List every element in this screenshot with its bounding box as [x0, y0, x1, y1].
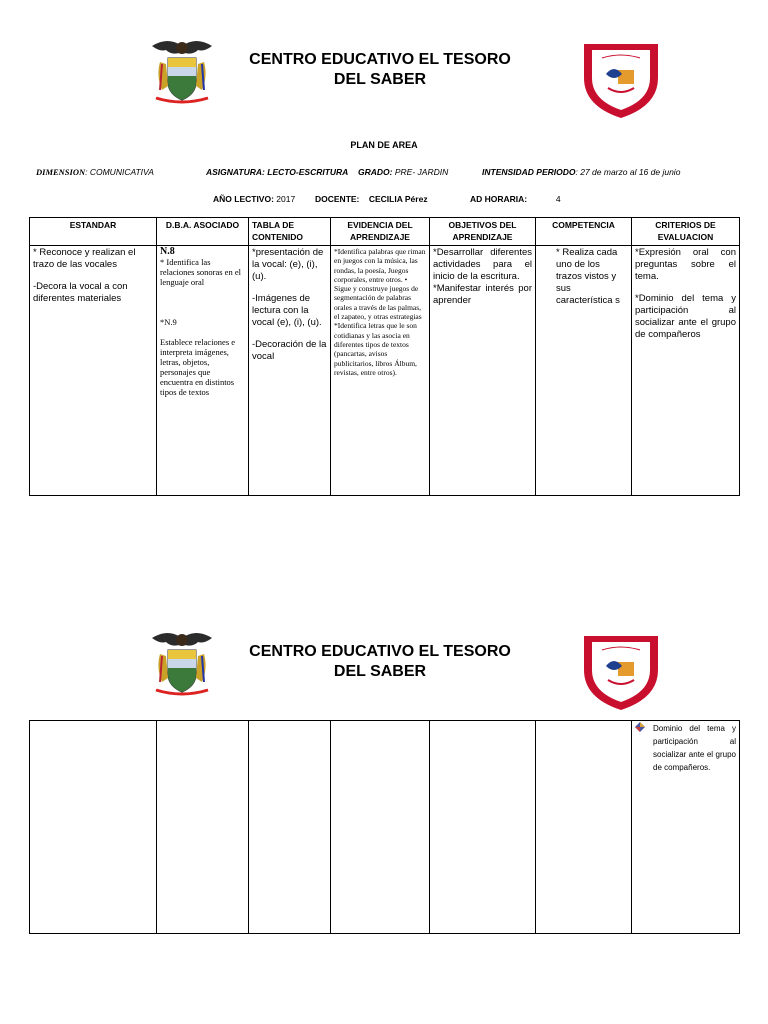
objetivo-item: *Desarrollar diferentes actividades para el inicio de la escritura.: [433, 247, 532, 282]
dba-n8: N.8: [160, 246, 175, 257]
empty-cell: [30, 721, 157, 934]
grado-value: PRE- JARDIN: [394, 167, 449, 177]
empty-cell: [430, 721, 536, 934]
dimension-label: DIMENSION: [36, 167, 86, 177]
dba-n8-text: * Identifica las relaciones sonoras en el lenguaje oral: [160, 257, 241, 287]
criterio-item: *Expresión oral con preguntas sobre el tema.: [635, 247, 736, 282]
anio-field: [213, 194, 295, 204]
dba-n9-text: Establece relaciones e interpreta imágenes, letras, objetos, personajes que encuentra en distintos tipos de textos: [160, 337, 236, 397]
school-name-title: [200, 642, 560, 682]
contenido-item: *presentación de la vocal: (e), (i), (u).: [252, 247, 324, 282]
asignatura-label: ASIGNATURA:: [206, 167, 265, 177]
anio-label: AÑO LECTIVO:: [213, 194, 274, 204]
area-plan-table: [29, 217, 740, 496]
header-competencia: COMPETENCIA: [536, 218, 632, 246]
docente-field: [315, 194, 428, 204]
diamond-bullet-icon: [635, 722, 653, 774]
header-evidencia: EVIDENCIA DEL APRENDIZAJE: [331, 218, 430, 246]
cell-criterio-continued: [632, 721, 740, 934]
objetivo-item: *Manifestar interés por aprender: [433, 283, 532, 306]
asignatura-value: LECTO-ESCRITURA: [267, 167, 349, 177]
dimension-value: : COMUNICATIVA: [85, 167, 154, 177]
header-criterios: CRITERIOS DE EVALUACION: [632, 218, 740, 246]
horaria-value: 4: [555, 194, 561, 204]
school-name-title: [200, 50, 560, 90]
header-objetivos: OBJETIVOS DEL APRENDIZAJE: [430, 218, 536, 246]
school-name-line2: DEL SABER: [333, 663, 427, 680]
school-shield-logo: [578, 38, 664, 122]
criterio-continued-text: Dominio del tema y participación al socializar ante el grupo de compañeros.: [653, 724, 736, 772]
header-contenido: TABLA DE CONTENIDO: [249, 218, 331, 246]
criterio-item: *Dominio del tema y participación al socializar ante el grupo de compañeros: [635, 293, 736, 340]
grado-label: GRADO:: [358, 167, 393, 177]
intensidad-field: [482, 167, 680, 177]
dimension-field: [36, 167, 154, 177]
area-plan-table-continued: [29, 720, 740, 934]
docente-value: CECILIA Pérez: [368, 194, 428, 204]
cell-estandar: [30, 246, 157, 496]
empty-cell: [331, 721, 430, 934]
empty-cell: [157, 721, 249, 934]
school-name-line2: DEL SABER: [333, 71, 427, 88]
cell-dba: [157, 246, 249, 496]
asignatura-field: [206, 167, 348, 177]
contenido-item: -Decoración de la vocal: [252, 339, 327, 362]
cell-objetivos: [430, 246, 536, 496]
estandar-item: * Reconoce y realizan el trazo de las vocales: [33, 247, 136, 270]
docente-label: DOCENTE:: [315, 194, 360, 204]
table-header-row: [30, 218, 740, 246]
header-dba: D.B.A. ASOCIADO: [157, 218, 249, 246]
plan-title: PLAN DE AREA: [350, 140, 418, 150]
header-estandar: ESTANDAR: [30, 218, 157, 246]
table-row: [30, 246, 740, 496]
table-row: [30, 721, 740, 934]
cell-evidencia: [331, 246, 430, 496]
empty-cell: [536, 721, 632, 934]
contenido-item: -Imágenes de lectura con la vocal (e), (i), (u).: [252, 293, 322, 328]
grado-field: [358, 167, 448, 177]
evidencia-text: *Identifica palabras que riman en juegos con la música, las rondas, la poesía, Juegos corporales, entre otros. • Sigue y construye juegos de segmentación de palabras orales a través de las palmas, el zapateo, y otras estrategias *Identifica letras que le son cotidianas y las asocia en diferentes tipos de textos (pancartas, avisos publicitarios, libros Álbum, revistas, entre otros).: [334, 247, 426, 377]
school-name-line1: CENTRO EDUCATIVO EL TESORO: [249, 643, 511, 660]
cell-competencia: [536, 246, 632, 496]
horaria-field: [470, 194, 561, 204]
estandar-item: -Decora la vocal a con diferentes materiales: [33, 281, 128, 304]
cell-contenido: [249, 246, 331, 496]
intensidad-value: : 27 de marzo al 16 de junio: [575, 167, 681, 177]
horaria-label: AD HORARIA:: [470, 194, 528, 204]
school-shield-logo: [578, 630, 664, 714]
empty-cell: [249, 721, 331, 934]
competencia-text: * Realiza cada uno de los trazos vistos y sus característica s: [556, 247, 620, 306]
anio-value: 2017: [276, 194, 296, 204]
cell-criterios: [632, 246, 740, 496]
dba-n9: *N.9: [160, 317, 177, 327]
school-name-line1: CENTRO EDUCATIVO EL TESORO: [249, 51, 511, 68]
intensidad-label: INTENSIDAD PERIODO: [482, 167, 576, 177]
